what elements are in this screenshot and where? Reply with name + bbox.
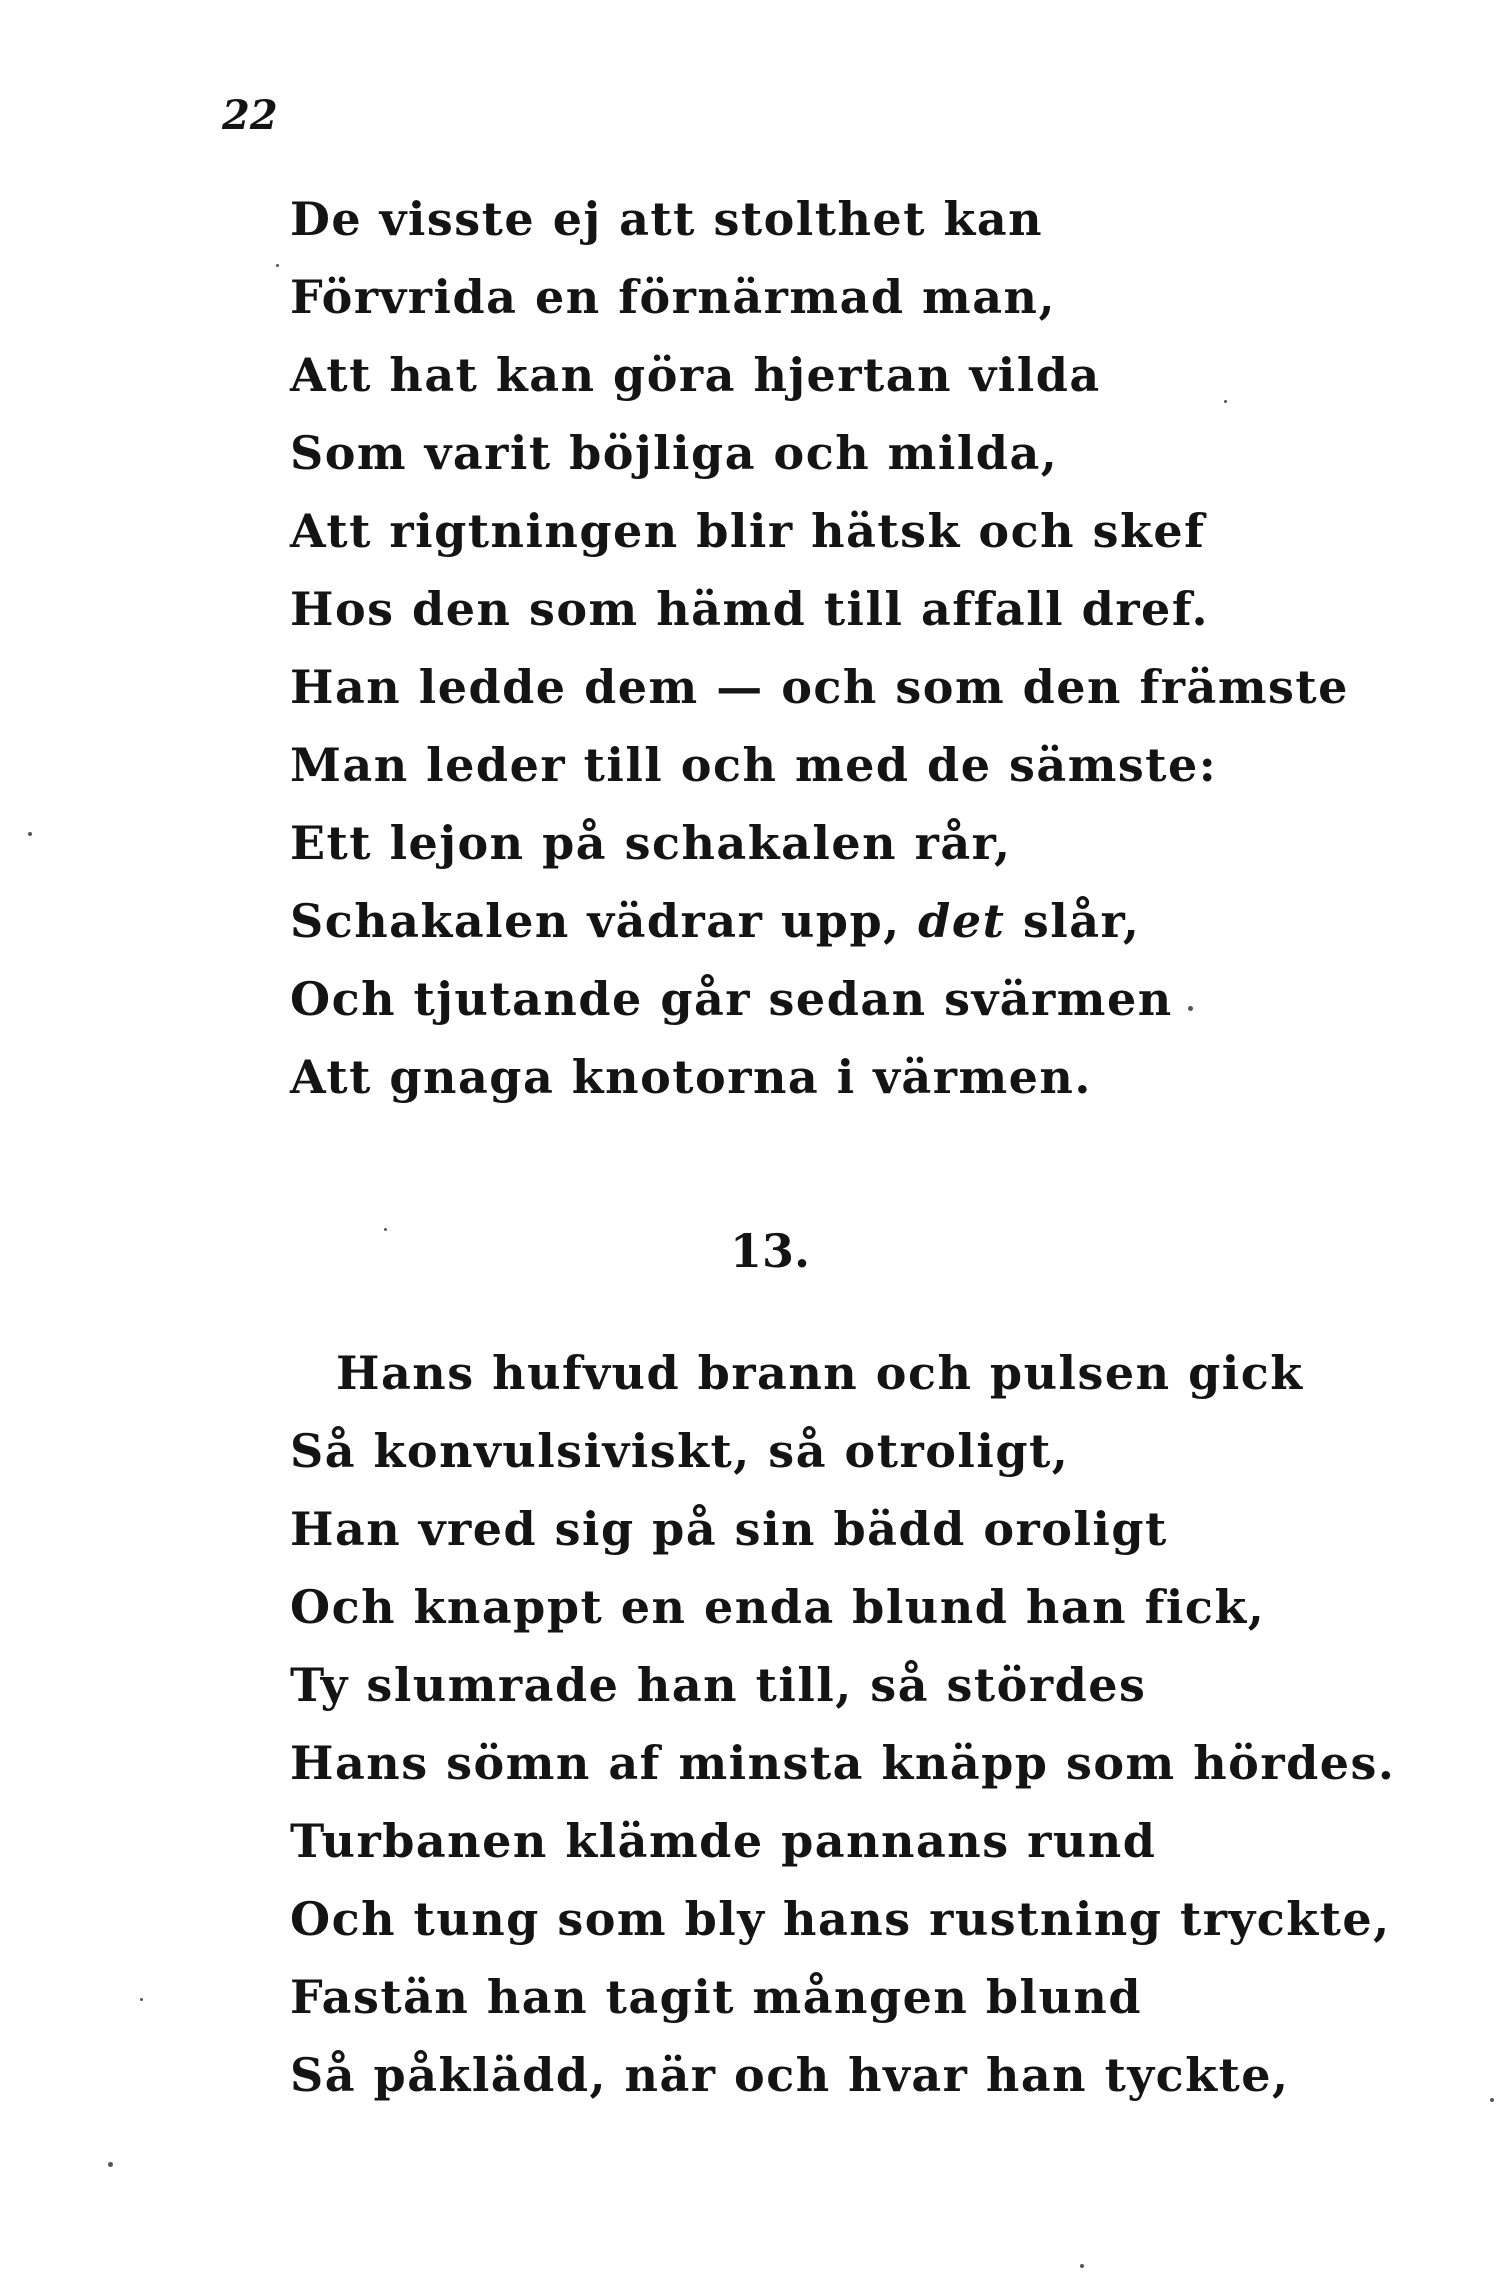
- verse-line: Han vred sig på sin bädd oroligt: [290, 1502, 1168, 1556]
- scan-speck: [1224, 400, 1227, 403]
- verse-line: Att gnaga knotorna i värmen.: [290, 1050, 1092, 1104]
- verse-line: Han ledde dem — och som den främste: [290, 660, 1349, 714]
- verse-line-head: Schakalen vädrar upp,: [290, 894, 919, 948]
- verse-line: Hos den som hämd till affall dref.: [290, 582, 1209, 636]
- verse-line: Hans hufvud brann och pulsen gick: [336, 1346, 1304, 1400]
- scan-speck: [1490, 2098, 1494, 2102]
- verse-line: Att rigtningen blir hätsk och skef: [290, 504, 1206, 558]
- scan-speck: [28, 832, 32, 836]
- verse-line: Ett lejon på schakalen rår,: [290, 816, 1012, 870]
- scan-speck: [384, 1228, 387, 1231]
- section-number: 13.: [730, 1224, 811, 1278]
- scan-speck: [108, 2162, 113, 2167]
- verse-line: Och knappt en enda blund han fick,: [290, 1580, 1266, 1634]
- verse-line: Förvrida en förnärmad man,: [290, 270, 1056, 324]
- verse-line: Och tung som bly hans rustning tryckte,: [290, 1892, 1391, 1946]
- verse-line: Man leder till och med de sämste:: [290, 738, 1218, 792]
- verse-line: Och tjutande går sedan svärmen: [290, 972, 1173, 1026]
- verse-line: Turbanen klämde pannans rund: [290, 1814, 1157, 1868]
- italic-word: det: [918, 894, 1006, 948]
- scan-speck: [1188, 1006, 1193, 1011]
- verse-line-with-italic: [290, 894, 1141, 948]
- verse-line: Fastän han tagit mången blund: [290, 1970, 1143, 2024]
- scan-speck: [140, 1998, 143, 2001]
- verse-line: De visste ej att stolthet kan: [290, 192, 1044, 246]
- verse-line: Hans sömn af minsta knäpp som hördes.: [290, 1736, 1396, 1790]
- verse-line: Som varit böjliga och milda,: [290, 426, 1059, 480]
- page-number: 22: [222, 92, 278, 139]
- scan-speck: [276, 264, 279, 267]
- verse-line: Så konvulsiviskt, så otroligt,: [290, 1424, 1070, 1478]
- verse-line: Att hat kan göra hjertan vilda: [290, 348, 1101, 402]
- scan-speck: [1080, 2264, 1084, 2268]
- verse-line: Ty slumrade han till, så stördes: [290, 1658, 1147, 1712]
- verse-line: Så påklädd, när och hvar han tyckte,: [290, 2048, 1290, 2102]
- verse-line-tail: slår,: [1005, 894, 1141, 948]
